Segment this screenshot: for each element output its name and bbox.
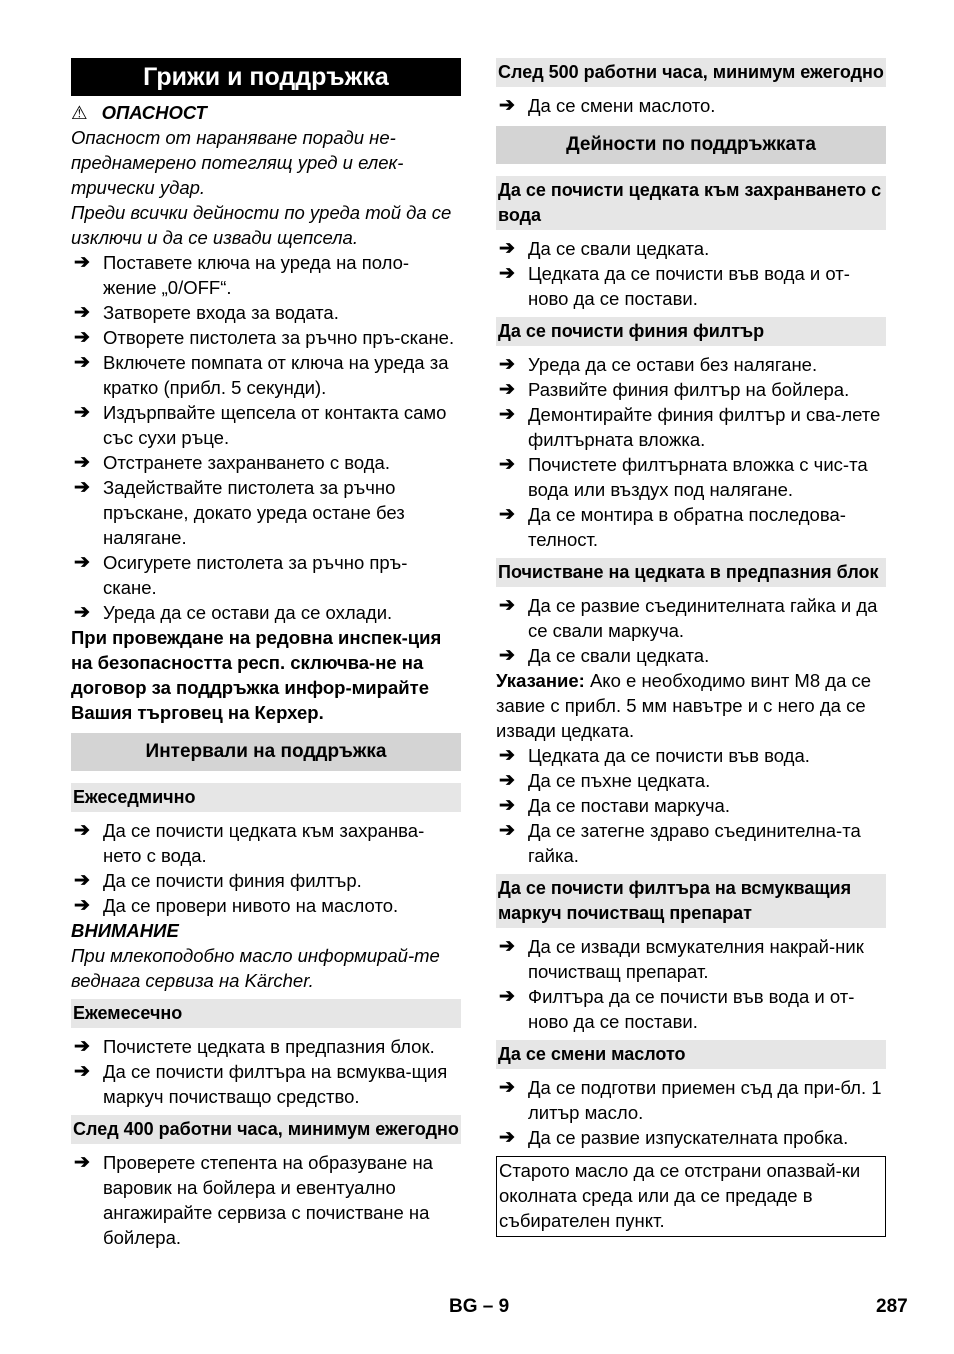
list-item-text: Да се развие изпускателната пробка.	[528, 1127, 849, 1148]
arrow-right-icon: ➔	[499, 820, 515, 841]
list-item-text: Цедката да се почисти във вода и от-ново да се постави.	[528, 263, 850, 309]
arrow-right-icon: ➔	[499, 238, 515, 259]
list-item	[496, 1075, 886, 1125]
arrow-right-icon: ➔	[499, 354, 515, 375]
list-item-text: Осигурете пистолета за ръчно пръ-скане.	[103, 552, 408, 598]
list-item	[496, 452, 886, 502]
list-item	[71, 550, 461, 600]
list-item	[496, 236, 886, 261]
old-oil-notice-box: Старото масло да се отстрани опазвай-ки околната среда или да се предаде в събирателен пункт.	[496, 1156, 886, 1237]
list-item-text: Да се свали цедката.	[528, 238, 710, 259]
list-item	[496, 643, 886, 668]
maintenance-activities-heading: Дейности по поддръжката	[496, 126, 886, 164]
list-item-text: Да се подготви приемен съд да при-бл. 1 литър масло.	[528, 1077, 882, 1123]
arrow-right-icon: ➔	[499, 770, 515, 791]
monthly-heading: Ежемесечно	[71, 999, 461, 1028]
list-item-text: Да се почисти филтъра на всмуква-щия маркуч почистващо средство.	[103, 1061, 448, 1107]
after-500-hours-heading: След 500 работни часа, минимум ежегодно	[496, 58, 886, 87]
arrow-right-icon: ➔	[74, 1061, 90, 1082]
list-item-text: Демонтирайте финия филтър и сва-лете филтърната вложка.	[528, 404, 881, 450]
list-item	[496, 261, 886, 311]
list-item-text: Уреда да се остави да се охлади.	[103, 602, 393, 623]
arrow-right-icon: ➔	[74, 602, 90, 623]
after-400-hours-list	[71, 1150, 461, 1250]
list-item	[496, 818, 886, 868]
safety-block-heading: Почистване на цедката в предпазния блок	[496, 558, 886, 587]
list-item	[71, 450, 461, 475]
arrow-right-icon: ➔	[74, 302, 90, 323]
monthly-list	[71, 1034, 461, 1109]
attention-heading: ВНИМАНИЕ	[71, 920, 179, 941]
list-item	[496, 793, 886, 818]
page-number: 287	[876, 1296, 908, 1317]
left-column	[71, 58, 461, 1250]
list-item-text: Проверете степента на образуване на варовик на бойлера и евентуално ангажирайте сервиза с почистване на бойлера.	[103, 1152, 433, 1248]
list-item-text: Да се провери нивото на маслото.	[103, 895, 399, 916]
list-item	[71, 1059, 461, 1109]
list-item	[496, 984, 886, 1034]
arrow-right-icon: ➔	[74, 452, 90, 473]
arrow-right-icon: ➔	[499, 263, 515, 284]
list-item	[71, 1034, 461, 1059]
list-item	[496, 402, 886, 452]
arrow-right-icon: ➔	[74, 402, 90, 423]
arrow-right-icon: ➔	[499, 795, 515, 816]
safety-block-list-b	[496, 743, 886, 868]
safety-block-note	[496, 668, 886, 743]
list-item	[71, 893, 461, 918]
list-item	[496, 502, 886, 552]
strainer-water-heading: Да се почисти цедката към захранването с вода	[496, 176, 886, 230]
list-item-text: Включете помпата от ключа на уреда за кратко (прибл. 5 секунди).	[103, 352, 449, 398]
weekly-heading: Ежеседмично	[71, 783, 461, 812]
danger-text-2: Преди всички дейности по уреда той да се изключи и да се извади щепсела.	[71, 202, 452, 248]
after-400-hours-heading: След 400 работни часа, минимум ежегодно	[71, 1115, 461, 1144]
danger-text-1: Опасност от нараняване поради не-преднамерено потеглящ уред и елек-трически удар.	[71, 127, 404, 198]
arrow-right-icon: ➔	[499, 404, 515, 425]
arrow-right-icon: ➔	[499, 1077, 515, 1098]
list-item	[496, 377, 886, 402]
section-title: Грижи и поддръжка	[71, 58, 461, 96]
arrow-right-icon: ➔	[499, 595, 515, 616]
list-item	[71, 868, 461, 893]
suction-filter-heading: Да се почисти филтъра на всмукващия маркуч почистващ препарат	[496, 874, 886, 928]
list-item	[71, 350, 461, 400]
arrow-right-icon: ➔	[74, 252, 90, 273]
list-item-text: Да се пъхне цедката.	[528, 770, 711, 791]
list-item	[71, 600, 461, 625]
list-item	[71, 300, 461, 325]
note-text: Ако е необходимо винт M8 да се завие с прибл. 5 мм навътре и с него да се извади цедката.	[496, 670, 872, 741]
list-item-text: Цедката да се почисти във вода.	[528, 745, 810, 766]
list-item	[496, 934, 886, 984]
list-item-text: Отворете пистолета за ръчно пръ-скане.	[103, 327, 455, 348]
list-item-text: Да се затегне здраво съединителна-та гайка.	[528, 820, 861, 866]
list-item-text: Отстранете захранването с вода.	[103, 452, 390, 473]
strainer-water-list	[496, 236, 886, 311]
arrow-right-icon: ➔	[499, 986, 515, 1007]
list-item-text: Да се почисти цедката към захранва-нето с вода.	[103, 820, 425, 866]
list-item-text: Задействайте пистолета за ръчно пръскане, докато уреда остане без налягане.	[103, 477, 405, 548]
arrow-right-icon: ➔	[74, 820, 90, 841]
list-item	[71, 325, 461, 350]
warning-triangle-icon: ⚠	[71, 102, 88, 123]
list-item-text: Да се монтира в обратна последова-телност.	[528, 504, 846, 550]
list-item-text: Затворете входа за водата.	[103, 302, 339, 323]
arrow-right-icon: ➔	[74, 352, 90, 373]
list-item	[496, 1125, 886, 1150]
list-item	[71, 400, 461, 450]
list-item	[496, 593, 886, 643]
arrow-right-icon: ➔	[74, 870, 90, 891]
list-item-text: Развийте финия филтър на бойлера.	[528, 379, 850, 400]
list-item	[496, 93, 886, 118]
list-item-text: Филтъра да се почисти във вода и от-ново да се постави.	[528, 986, 855, 1032]
oil-change-list	[496, 1075, 886, 1150]
safety-block-list-a	[496, 593, 886, 668]
arrow-right-icon: ➔	[74, 477, 90, 498]
list-item-text: Почистете цедката в предпазния блок.	[103, 1036, 435, 1057]
arrow-right-icon: ➔	[74, 552, 90, 573]
list-item	[71, 818, 461, 868]
list-item-text: Да се извади всмукателния накрай-ник почистващ препарат.	[528, 936, 864, 982]
fine-filter-list	[496, 352, 886, 552]
arrow-right-icon: ➔	[499, 95, 515, 116]
maintenance-intervals-heading: Интервали на поддръжка	[71, 733, 461, 771]
list-item-text: Да се свали цедката.	[528, 645, 710, 666]
list-item-text: Почистете филтърната вложка с чис-та вода или въздух под налягане.	[528, 454, 868, 500]
fine-filter-heading: Да се почисти финия филтър	[496, 317, 886, 346]
list-item-text: Да се почисти финия филтър.	[103, 870, 362, 891]
arrow-right-icon: ➔	[74, 327, 90, 348]
list-item	[71, 475, 461, 550]
arrow-right-icon: ➔	[74, 895, 90, 916]
attention-text: При млекоподобно масло информирай-те веднага сервиза на Kärcher.	[71, 945, 440, 991]
arrow-right-icon: ➔	[74, 1036, 90, 1057]
oil-change-heading: Да се смени маслото	[496, 1040, 886, 1069]
list-item-text: Да се постави маркуча.	[528, 795, 730, 816]
list-item-text: Да се развие съединителната гайка и да се свали маркуча.	[528, 595, 878, 641]
arrow-right-icon: ➔	[74, 1152, 90, 1173]
arrow-right-icon: ➔	[499, 645, 515, 666]
list-item-text: Поставете ключа на уреда на поло-жение „0/OFF“.	[103, 252, 410, 298]
list-item	[496, 768, 886, 793]
after-500-hours-list	[496, 93, 886, 118]
suction-filter-list	[496, 934, 886, 1034]
list-item-text: Уреда да се остави без налягане.	[528, 354, 818, 375]
footer-section-label: BG – 9	[449, 1296, 510, 1317]
arrow-right-icon: ➔	[499, 745, 515, 766]
arrow-right-icon: ➔	[499, 454, 515, 475]
right-column	[496, 58, 886, 1237]
arrow-right-icon: ➔	[499, 936, 515, 957]
list-item	[496, 743, 886, 768]
weekly-list	[71, 818, 461, 918]
list-item	[496, 352, 886, 377]
list-item-text: Да се смени маслото.	[528, 95, 716, 116]
arrow-right-icon: ➔	[499, 379, 515, 400]
note-label: Указание:	[496, 670, 585, 691]
arrow-right-icon: ➔	[499, 1127, 515, 1148]
arrow-right-icon: ➔	[499, 504, 515, 525]
list-item	[71, 250, 461, 300]
list-item-text: Издърпвайте щепсела от контакта само със сухи ръце.	[103, 402, 447, 448]
safety-steps-list	[71, 250, 461, 625]
inspection-note: При провеждане на редовна инспек-ция на безопасността респ. сключва-не на договор за поддръжка инфор-мирайте Вашия търговец на Керхер.	[71, 627, 442, 723]
danger-heading: ⚠ ОПАСНОСТ	[71, 102, 207, 123]
list-item	[71, 1150, 461, 1250]
